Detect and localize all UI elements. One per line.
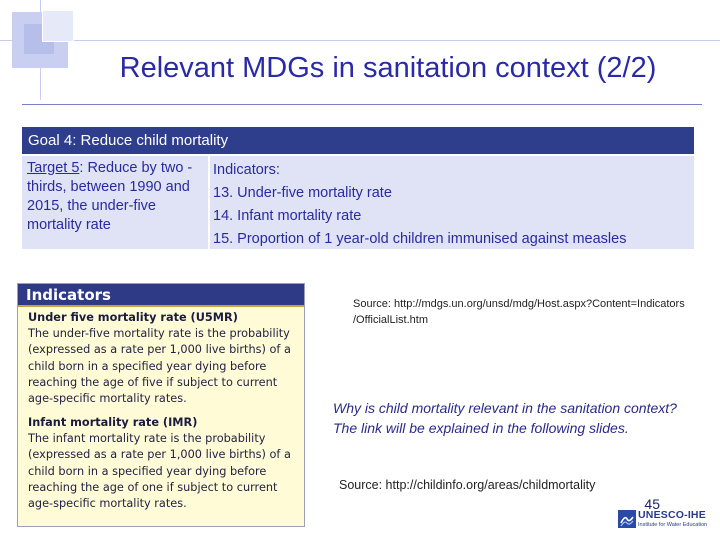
logo-emblem-icon xyxy=(617,507,637,531)
page-number: 45 xyxy=(644,496,660,512)
goal-table xyxy=(22,127,694,251)
logo-wordmark: UNESCO-IHE xyxy=(638,509,706,521)
slide-title: Relevant MDGs in sanitation context (2/2) xyxy=(119,52,657,84)
target-cell xyxy=(22,156,208,249)
indicator-item: 15. Proportion of 1 year-old children immunised against measles xyxy=(213,231,627,247)
unesco-ihe-logo xyxy=(617,507,713,533)
title-divider xyxy=(22,104,702,105)
source-citation: Source: http://childinfo.org/areas/childmortality xyxy=(339,478,596,492)
question-text: Why is child mortality relevant in the sanitation context? The link will be explained in the following slides. xyxy=(333,400,677,436)
definition-title: Under five mortality rate (U5MR) xyxy=(28,311,238,324)
target-text: : Reduce by two -thirds, between 1990 and 2015, the under-five mortality rate xyxy=(27,160,193,233)
definition-title: Infant mortality rate (IMR) xyxy=(28,416,198,429)
definition-section xyxy=(28,310,300,407)
logo-subtitle: Institute for Water Education xyxy=(638,522,708,528)
indicators-title: Indicators: xyxy=(213,162,280,178)
source-citation: Source: http://mdgs.un.org/unsd/mdg/Host.aspx?Content=Indicators /OfficialList.htm xyxy=(353,298,685,326)
indicators-box-heading: Indicators xyxy=(18,284,304,307)
definition-text: The infant mortality rate is the probability (expressed as a rate per 1,000 live births) of a child born in a specified year dying before reaching the age of one if subject to current age-specific mortality rates. xyxy=(28,432,291,511)
target-label: Target 5 xyxy=(27,160,80,176)
header-decor-line xyxy=(0,40,720,41)
definition-text: The under-five mortality rate is the probability (expressed as a rate per 1,000 live births) of a child born in a specified year dying before reaching the age of five if subject to current age-specific mortality rates. xyxy=(28,327,291,406)
decor-square xyxy=(42,10,74,42)
indicator-item: 14. Infant mortality rate xyxy=(213,208,362,224)
indicators-definition-box xyxy=(17,283,305,527)
indicators-cell xyxy=(210,156,694,249)
goal-header: Goal 4: Reduce child mortality xyxy=(22,127,694,154)
indicator-item: 13. Under-five mortality rate xyxy=(213,185,392,201)
definition-section xyxy=(28,415,300,512)
